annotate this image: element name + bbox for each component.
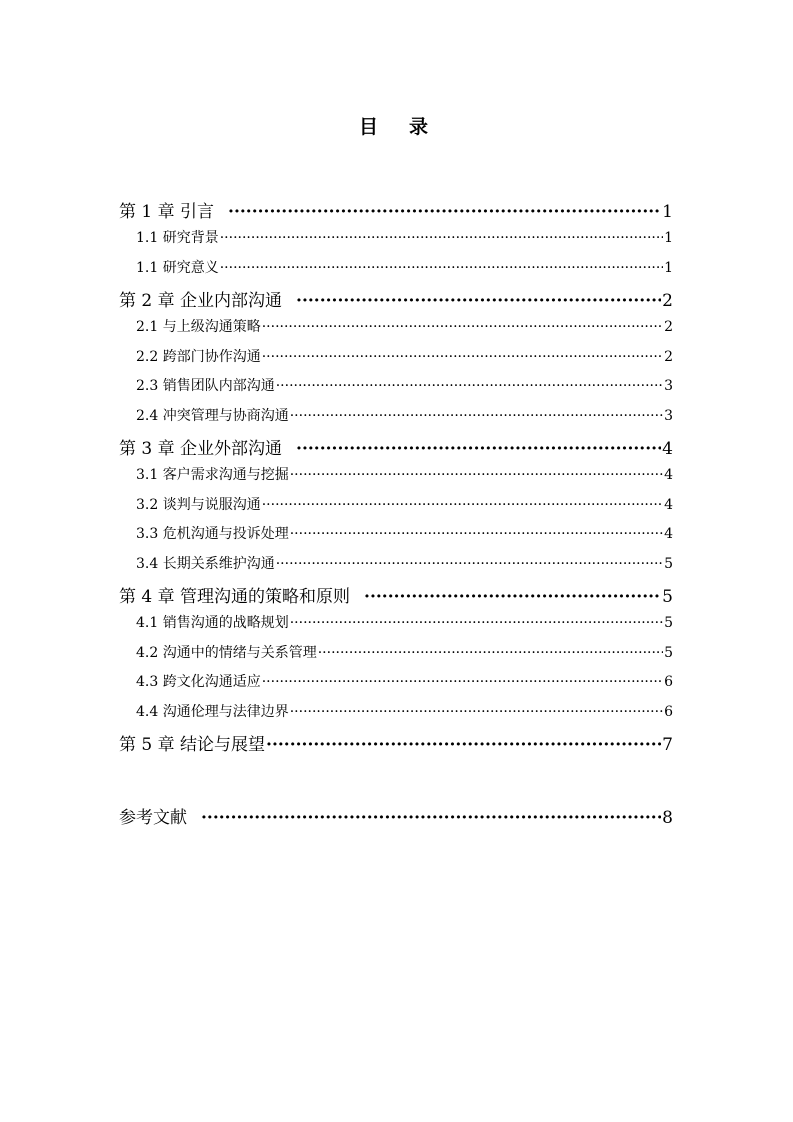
toc-page-number: 8 <box>662 808 673 828</box>
toc-page-number: 3 <box>664 378 673 394</box>
toc-page-number: 7 <box>662 735 673 755</box>
toc-dot-leader <box>296 291 661 311</box>
toc-entry-label: 第 5 章 结论与展望 <box>119 735 266 755</box>
toc-entry-label: 3.3 危机沟通与投诉处理 <box>136 526 289 542</box>
toc-page-number: 5 <box>664 555 673 572</box>
table-of-contents <box>119 197 673 833</box>
toc-entry-label: 4.3 跨文化沟通适应 <box>136 674 261 690</box>
toc-chapter-1[interactable] <box>119 197 673 227</box>
toc-section-2-3[interactable] <box>119 375 673 405</box>
toc-page-number: 5 <box>662 587 673 607</box>
toc-dot-leader <box>220 260 663 276</box>
toc-entry-label: 第 1 章 引言 <box>119 202 215 222</box>
toc-page-number: 4 <box>664 467 673 483</box>
toc-chapter-2[interactable] <box>119 286 673 316</box>
toc-entry-label: 1.1 研究意义 <box>136 259 219 276</box>
toc-dot-leader <box>290 704 663 720</box>
page-title: 目 录 <box>358 116 434 138</box>
toc-dot-leader <box>262 674 663 690</box>
toc-entry-label: 2.2 跨部门协作沟通 <box>136 348 261 365</box>
toc-dot-leader <box>201 808 661 828</box>
toc-dot-leader <box>276 378 663 394</box>
toc-dot-leader <box>318 645 663 661</box>
toc-dot-leader <box>290 408 663 424</box>
toc-chapter-3[interactable] <box>119 434 673 464</box>
toc-dot-leader <box>266 735 661 755</box>
toc-page-number: 6 <box>664 674 673 690</box>
toc-entry-label: 3.2 谈判与说服沟通 <box>136 496 261 513</box>
toc-dot-leader <box>228 202 661 222</box>
toc-page-number: 3 <box>664 407 673 424</box>
toc-entry-label: 2.1 与上级沟通策略 <box>136 319 261 335</box>
toc-entry-label: 4.1 销售沟通的战略规划 <box>136 615 289 631</box>
toc-page-number: 6 <box>664 703 673 720</box>
toc-entry-label: 3.1 客户需求沟通与挖掘 <box>136 467 289 483</box>
toc-page-number: 5 <box>664 615 673 631</box>
toc-entry-label: 1.1 研究背景 <box>136 230 219 246</box>
toc-entry-label: 第 4 章 管理沟通的策略和原则 <box>119 587 351 607</box>
toc-dot-leader <box>296 439 661 459</box>
toc-section-3-4[interactable] <box>119 553 673 583</box>
toc-dot-leader <box>364 587 661 607</box>
toc-entry-label: 第 2 章 企业内部沟通 <box>119 291 283 311</box>
toc-chapter-4[interactable] <box>119 582 673 612</box>
toc-dot-leader <box>220 230 663 246</box>
toc-section-4-4[interactable] <box>119 701 673 731</box>
toc-entry-label: 第 3 章 企业外部沟通 <box>119 439 283 459</box>
toc-entry-label: 3.4 长期关系维护沟通 <box>136 555 275 572</box>
toc-section-3-2[interactable] <box>119 494 673 524</box>
toc-section-4-2[interactable] <box>119 642 673 672</box>
toc-page-number: 1 <box>664 259 673 276</box>
toc-dot-leader <box>262 497 663 513</box>
toc-chapter-5[interactable] <box>119 730 673 760</box>
toc-section-1-1b[interactable] <box>119 257 673 287</box>
toc-references[interactable] <box>119 803 673 833</box>
toc-dot-leader <box>276 556 663 572</box>
toc-entry-label: 4.2 沟通中的情绪与关系管理 <box>136 644 317 661</box>
toc-page-number: 4 <box>664 526 673 542</box>
toc-section-3-1[interactable] <box>119 464 673 494</box>
toc-dot-leader <box>262 349 663 365</box>
toc-section-1-1[interactable] <box>119 227 673 257</box>
toc-section-2-4[interactable] <box>119 405 673 435</box>
toc-page-number: 4 <box>664 496 673 513</box>
toc-page-number: 4 <box>662 439 673 459</box>
toc-page-number: 1 <box>664 230 673 246</box>
toc-entry-label: 2.4 冲突管理与协商沟通 <box>136 407 289 424</box>
toc-section-2-1[interactable] <box>119 316 673 346</box>
toc-section-2-2[interactable] <box>119 346 673 376</box>
toc-section-4-3[interactable] <box>119 671 673 701</box>
toc-section-4-1[interactable] <box>119 612 673 642</box>
toc-page-number: 1 <box>662 202 673 222</box>
toc-page-number: 2 <box>664 319 673 335</box>
toc-entry-label: 2.3 销售团队内部沟通 <box>136 378 275 394</box>
toc-page-number: 2 <box>662 291 673 311</box>
toc-section-3-3[interactable] <box>119 523 673 553</box>
toc-dot-leader <box>262 319 663 335</box>
toc-dot-leader <box>290 526 663 542</box>
toc-page-number: 2 <box>664 348 673 365</box>
toc-dot-leader <box>290 615 663 631</box>
toc-entry-label: 4.4 沟通伦理与法律边界 <box>136 703 289 720</box>
toc-page-number: 5 <box>664 644 673 661</box>
toc-dot-leader <box>290 467 663 483</box>
toc-entry-label: 参考文献 <box>119 808 187 828</box>
